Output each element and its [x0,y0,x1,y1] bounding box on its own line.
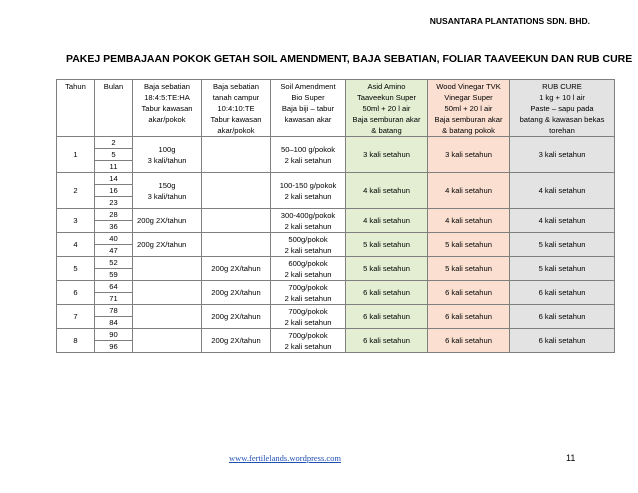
cell-baja-sebatian-2: 200g 2X/tahun [202,329,271,353]
cell-bulan: 5 [95,149,133,161]
cell-bulan: 14 [95,173,133,185]
header-text: akar/pokok [148,115,186,124]
cell-soil-amendment [271,257,346,281]
cell-asid-amino: 4 kali setahun [346,173,428,209]
header-bulan: Bulan [95,80,133,137]
cell-wood-vinegar: 5 kali setahun [428,257,510,281]
header-text: Wood Vinegar TVK [436,82,501,91]
table-row [57,329,615,341]
cell-asid-amino: 5 kali setahun [346,233,428,257]
cell-text: 2 kali setahun [284,155,332,165]
cell-text: 2 kali setahun [284,191,332,201]
cell-soil-amendment [271,305,346,329]
header-wood-vinegar [428,80,510,137]
cell-baja-sebatian-2: 200g 2X/tahun [202,305,271,329]
table-row [57,137,615,149]
cell-baja-sebatian-1 [133,137,202,173]
company-name: NUSANTARA PLANTATIONS SDN. BHD. [429,16,590,26]
table-row [57,305,615,317]
header-text: Tabur kawasan [210,115,262,124]
cell-asid-amino: 6 kali setahun [346,281,428,305]
cell-wood-vinegar: 5 kali setahun [428,233,510,257]
cell-tahun: 6 [57,281,95,305]
cell-baja-sebatian-1: 200g 2X/tahun [133,209,202,233]
cell-wood-vinegar: 4 kali setahun [428,173,510,209]
header-tahun: Tahun [57,80,95,137]
header-baja-sebatian-1 [133,80,202,137]
cell-wood-vinegar: 6 kali setahun [428,281,510,305]
cell-bulan: 59 [95,269,133,281]
cell-wood-vinegar: 6 kali setahun [428,329,510,353]
header-text: Tabur kawasan [141,104,193,113]
cell-baja-sebatian-1 [133,173,202,209]
header-text: tanah campur [212,93,260,102]
cell-text: 100g [158,144,176,154]
cell-baja-sebatian-2: 200g 2X/tahun [202,281,271,305]
header-text: & batang pokok [442,126,495,135]
cell-bulan: 64 [95,281,133,293]
header-text: Baja semburan akar [434,115,503,124]
cell-tahun: 5 [57,257,95,281]
cell-text: 150g [158,180,176,190]
cell-soil-amendment [271,329,346,353]
cell-text: 600g/pokok [288,258,328,268]
cell-baja-sebatian-1 [133,305,202,329]
header-soil-amendment [271,80,346,137]
cell-bulan: 47 [95,245,133,257]
cell-asid-amino: 5 kali setahun [346,257,428,281]
header-text: Baja sebatian [212,82,260,91]
cell-text: 2 kali setahun [284,269,332,279]
header-text: Paste – sapu pada [530,104,594,113]
cell-rub-cure: 3 kali setahun [510,137,615,173]
cell-text: 3 kali/tahun [147,191,187,201]
header-text: Vinegar Super [444,93,493,102]
cell-bulan: 23 [95,197,133,209]
header-asid-amino [346,80,428,137]
header-text: akar/pokok [217,126,255,135]
header-text: Soil Amendment [280,82,336,91]
fertilizer-schedule-table [56,79,615,353]
header-text: Baja sebatian [143,82,191,91]
cell-soil-amendment [271,233,346,257]
table-row [57,257,615,269]
cell-tahun: 3 [57,209,95,233]
footer-website-link[interactable]: www.fertilelands.wordpress.com [229,453,342,463]
cell-asid-amino: 6 kali setahun [346,329,428,353]
cell-text: 3 kali/tahun [147,155,187,165]
cell-text: 100-150 g/pokok [279,180,337,190]
table-row [57,209,615,221]
cell-text: 500g/pokok [288,234,328,244]
cell-text: 300-400g/pokok [280,210,336,220]
page-title: PAKEJ PEMBAJAAN POKOK GETAH SOIL AMENDMENT, BAJA SEBATIAN, FOLIAR TAAVEEKUN DAN RUB CURE [66,53,633,65]
cell-text: 2 kali setahun [284,293,332,303]
cell-bulan: 16 [95,185,133,197]
header-text: 1 kg + 10 l air [539,93,585,102]
header-text: RUB CURE [542,82,582,91]
cell-soil-amendment [271,209,346,233]
cell-text: 700g/pokok [288,306,328,316]
cell-tahun: 7 [57,305,95,329]
header-text: Bio Super [291,93,325,102]
cell-bulan: 11 [95,161,133,173]
cell-baja-sebatian-2 [202,137,271,173]
cell-bulan: 40 [95,233,133,245]
cell-bulan: 84 [95,317,133,329]
cell-text: 700g/pokok [288,330,328,340]
cell-text: 700g/pokok [288,282,328,292]
cell-asid-amino: 3 kali setahun [346,137,428,173]
cell-rub-cure: 5 kali setahun [510,257,615,281]
header-rub-cure [510,80,615,137]
header-text: & batang [371,126,402,135]
cell-asid-amino: 6 kali setahun [346,305,428,329]
header-text: batang & kawasan bekas [519,115,605,124]
header-text: 18:4:5:TE:HA [144,93,190,102]
header-text: 50ml + 20 l air [444,104,493,113]
cell-rub-cure: 6 kali setahun [510,329,615,353]
header-text: kawasan akar [284,115,332,124]
header-text: 50ml + 20 l air [362,104,411,113]
cell-baja-sebatian-2 [202,209,271,233]
cell-rub-cure: 6 kali setahun [510,305,615,329]
cell-bulan: 2 [95,137,133,149]
cell-tahun: 4 [57,233,95,257]
cell-text: 2 kali setahun [284,245,332,255]
cell-rub-cure: 4 kali setahun [510,173,615,209]
header-text: Taaveekun Super [356,93,417,102]
cell-wood-vinegar: 6 kali setahun [428,305,510,329]
cell-tahun: 1 [57,137,95,173]
cell-wood-vinegar: 3 kali setahun [428,137,510,173]
cell-tahun: 8 [57,329,95,353]
cell-bulan: 36 [95,221,133,233]
cell-wood-vinegar: 4 kali setahun [428,209,510,233]
header-text: Baja semburan akar [352,115,421,124]
cell-rub-cure: 5 kali setahun [510,233,615,257]
header-baja-sebatian-2 [202,80,271,137]
cell-rub-cure: 4 kali setahun [510,209,615,233]
table-row [57,233,615,245]
header-text: Baja biji – tabur [281,104,335,113]
cell-soil-amendment [271,137,346,173]
header-text: torehan [549,126,575,135]
cell-bulan: 28 [95,209,133,221]
cell-text: 50–100 g/pokok [280,144,336,154]
cell-baja-sebatian-2 [202,233,271,257]
cell-soil-amendment [271,173,346,209]
cell-tahun: 2 [57,173,95,209]
header-text: 10:4:10:TE [217,104,255,113]
cell-baja-sebatian-1 [133,257,202,281]
cell-rub-cure: 6 kali setahun [510,281,615,305]
cell-baja-sebatian-1 [133,281,202,305]
cell-bulan: 90 [95,329,133,341]
cell-text: 2 kali setahun [284,341,332,351]
cell-baja-sebatian-1: 200g 2X/tahun [133,233,202,257]
cell-baja-sebatian-2: 200g 2X/tahun [202,257,271,281]
page-number: 11 [566,453,576,463]
table-row [57,173,615,185]
cell-text: 2 kali setahun [284,221,332,231]
cell-bulan: 71 [95,293,133,305]
cell-asid-amino: 4 kali setahun [346,209,428,233]
header-text: Asid Amino [367,82,406,91]
cell-text: 2 kali setahun [284,317,332,327]
cell-soil-amendment [271,281,346,305]
cell-baja-sebatian-2 [202,173,271,209]
cell-bulan: 96 [95,341,133,353]
cell-bulan: 52 [95,257,133,269]
table-row [57,281,615,293]
cell-baja-sebatian-1 [133,329,202,353]
cell-bulan: 78 [95,305,133,317]
